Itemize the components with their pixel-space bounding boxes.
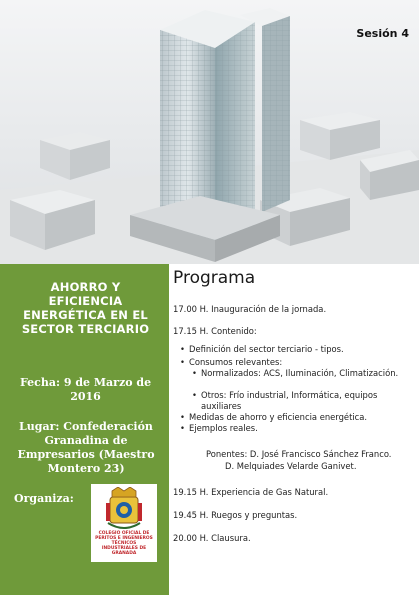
speakers-line: D. Melquiades Velarde Ganivet. — [225, 461, 357, 471]
program-subitem: • Definición del sector terciario - tipos. — [180, 344, 344, 354]
program-item: 17.15 H. Contenido: — [173, 326, 257, 336]
program-subitem: • Medidas de ahorro y eficiencia energética. — [180, 412, 368, 422]
program-subitem: • Otros: Frío industrial, Informática, equipos auxiliares — [192, 390, 378, 411]
logo-caption: COLEGIO OFICIAL DE PERITOS E INGENIEROS TÉCNICOS INDUSTRIALES DE GRANADA — [95, 531, 153, 556]
speakers-line: Ponentes: D. José Francisco Sánchez Franco. — [206, 449, 392, 459]
session-label: Sesión 4 — [356, 27, 409, 40]
organizer-label: Organiza: — [14, 492, 74, 505]
program-item: 19.15 H. Experiencia de Gas Natural. — [173, 487, 329, 497]
program-item: 17.00 H. Inauguración de la jornada. — [173, 304, 327, 314]
program-item: 20.00 H. Clausura. — [173, 533, 251, 543]
event-date: Fecha: 9 de Marzo de 2016 — [19, 376, 152, 403]
program-subitem: • Consumos relevantes: — [180, 357, 283, 367]
program-subitem: • Normalizados: ACS, Iluminación, Climatización. — [192, 368, 399, 378]
left-sidebar-content — [0, 0, 169, 595]
event-title: AHORRO Y EFICIENCIA ENERGÉTICA EN EL SECTOR TERCIARIO — [21, 280, 150, 336]
event-location: Lugar: Confederación Granadina de Empresarios (Maestro Montero 23) — [17, 420, 155, 475]
program-title: Programa — [173, 268, 256, 288]
crest-logo-icon — [104, 487, 144, 531]
program-item: 19.45 H. Ruegos y preguntas. — [173, 510, 298, 520]
program-subitem: • Ejemplos reales. — [180, 423, 258, 433]
organizer-logo — [91, 484, 157, 562]
